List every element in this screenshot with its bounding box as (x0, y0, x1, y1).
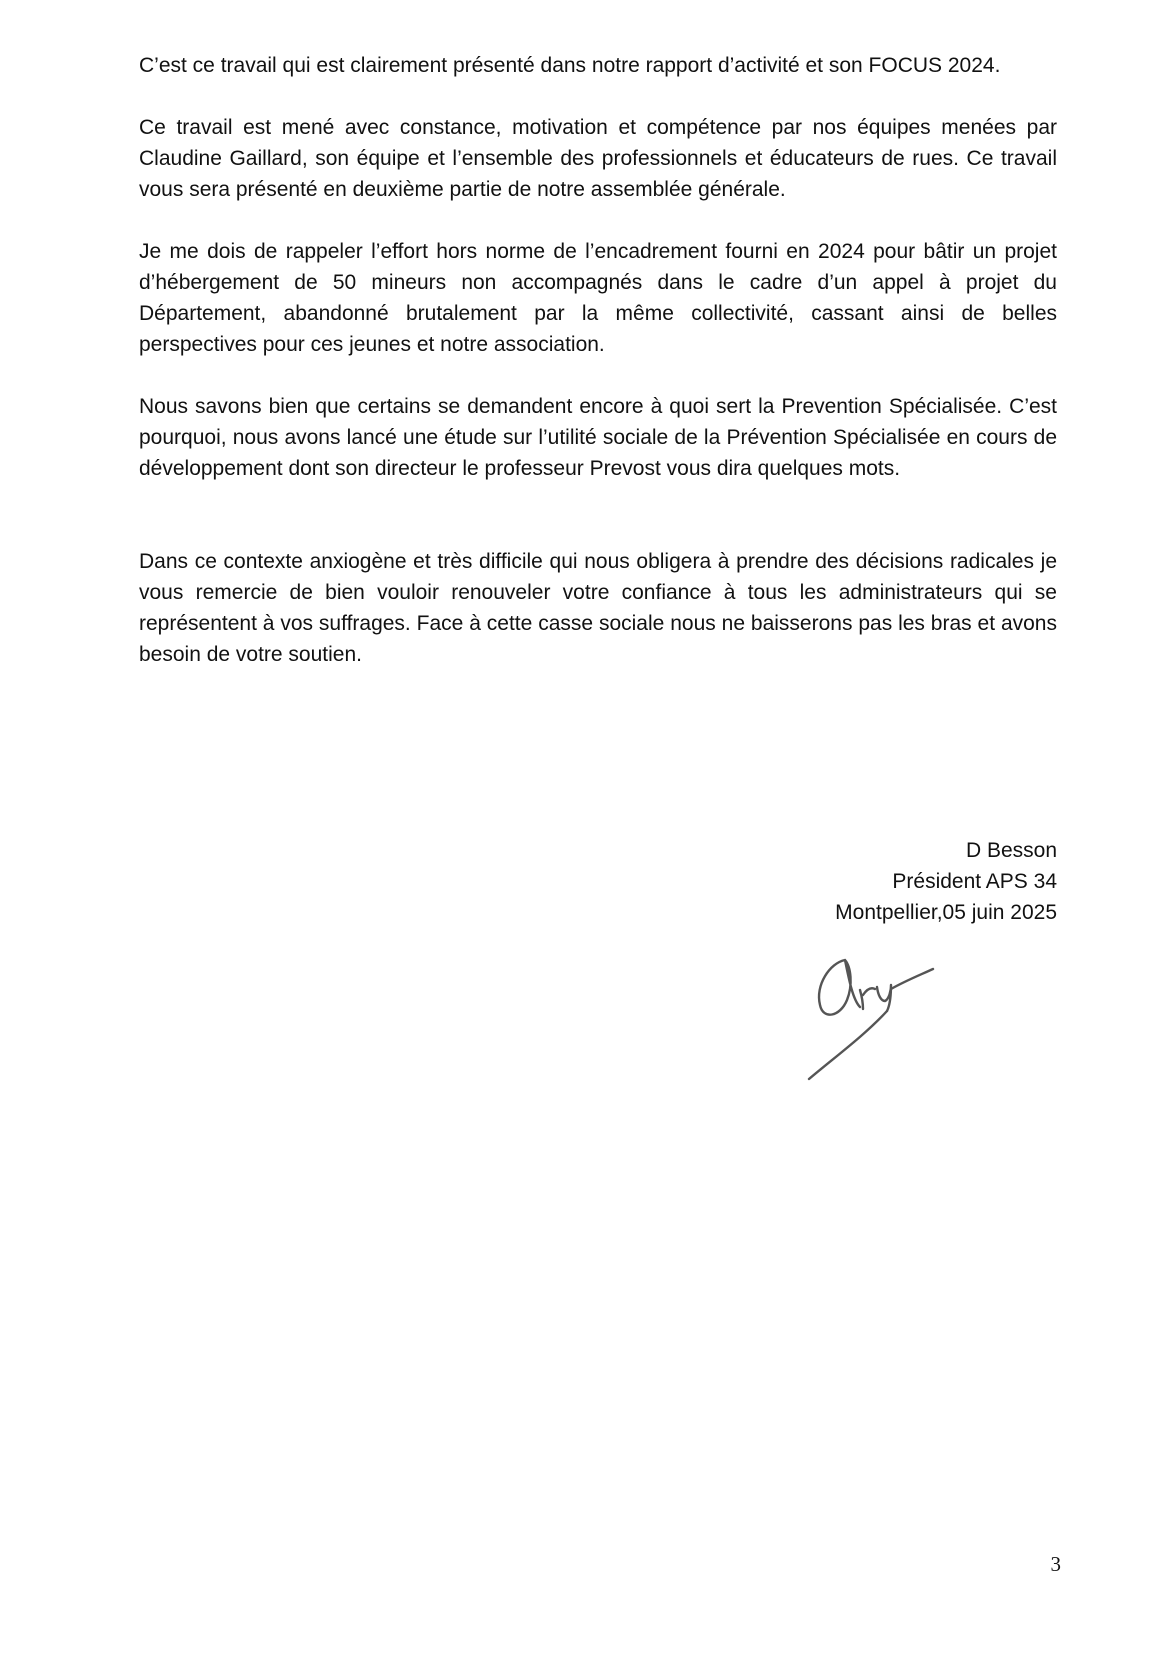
paragraph-4: Nous savons bien que certains se demandent encore à quoi sert la Prevention Spécialisée. C’est pourquoi, nous avons lancé une étude sur l’utilité sociale de la Prévention Spécialisée en cours de développement dont son directeur le professeur Prevost vous dira quelques mots. (139, 395, 1057, 480)
paragraph-2: Ce travail est mené avec constance, motivation et compétence par nos équipes menées par Claudine Gaillard, son équipe et l’ensemble des professionnels et éducateurs de rues. Ce travail vous sera présenté en deuxième partie de notre assemblée générale. (139, 116, 1057, 201)
signatory-name: D Besson (965, 839, 1057, 862)
page-number: 3 (1050, 1552, 1061, 1576)
paragraph-5: Dans ce contexte anxiogène et très difficile qui nous obligera à prendre des décisions radicales je vous remercie de bien vouloir renouveler votre confiance à tous les administrateurs qui se représentent à vos suffrages. Face à cette casse sociale nous ne baisserons pas les bras et avons besoin de votre soutien. (139, 550, 1057, 666)
paragraph-3: Je me dois de rappeler l’effort hors norme de l’encadrement fourni en 2024 pour bâtir un projet d’hébergement de 50 mineurs non accompagnés dans le cadre d’un appel à projet du Département, abandonné brutalement par la même collectivité, cassant ainsi de belles perspectives pour ces jeunes et notre association. (139, 240, 1057, 356)
handwritten-signature-icon (805, 945, 985, 1095)
signature-block (835, 835, 1057, 928)
letter-body (139, 50, 1057, 670)
signatory-title: Président APS 34 (892, 870, 1057, 893)
signatory-place-date: Montpellier,05 juin 2025 (835, 901, 1057, 924)
paragraph-1: C’est ce travail qui est clairement présenté dans notre rapport d’activité et son FOCUS 2024. (139, 54, 1001, 77)
